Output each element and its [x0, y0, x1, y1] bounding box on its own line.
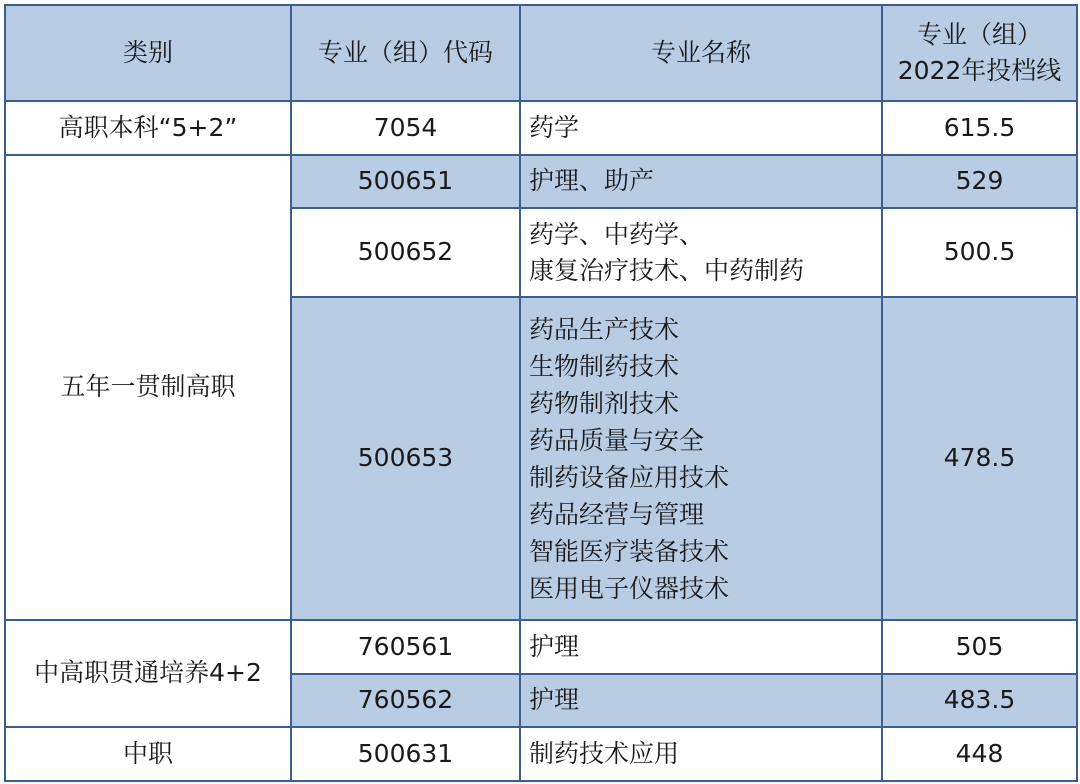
header-score	[882, 5, 1077, 101]
header-category: 类别	[5, 5, 291, 101]
major-name-line: 制药技术应用	[529, 738, 680, 768]
major-name-cell	[520, 208, 882, 297]
major-name-line: 护理、助产	[529, 166, 655, 196]
major-name-line: 药品经营与管理	[529, 499, 705, 529]
major-name-line: 护理	[529, 631, 580, 661]
major-name-line: 护理	[529, 685, 580, 715]
major-name-cell	[520, 674, 882, 727]
category-cell-benke: 高职本科“5+2”	[5, 101, 291, 155]
category-cell-zhongzhi: 中职	[5, 727, 291, 781]
score-cell: 478.5	[882, 297, 1077, 620]
score-cell: 615.5	[882, 101, 1077, 155]
header-row	[5, 5, 1077, 101]
header-score-line1: 专业（组）	[916, 19, 1042, 49]
major-name-line: 医用电子仪器技术	[529, 573, 730, 603]
major-name-line: 药品生产技术	[529, 314, 680, 344]
major-name-line: 制药设备应用技术	[529, 462, 730, 492]
major-name-line: 智能医疗装备技术	[529, 536, 730, 566]
header-code: 专业（组）代码	[291, 5, 520, 101]
code-cell: 500651	[291, 155, 520, 208]
code-cell: 760562	[291, 674, 520, 727]
admission-score-table	[4, 4, 1078, 782]
major-name-line: 药品质量与安全	[529, 425, 705, 455]
score-cell: 483.5	[882, 674, 1077, 727]
category-cell-wunian: 五年一贯制高职	[5, 155, 291, 620]
major-name-cell	[520, 727, 882, 781]
score-cell: 505	[882, 620, 1077, 674]
table-row	[5, 620, 1077, 674]
major-name-cell	[520, 297, 882, 620]
major-name-cell	[520, 155, 882, 208]
table-row	[5, 727, 1077, 781]
table-row	[5, 155, 1077, 208]
major-name-line: 药学、中药学、	[529, 219, 705, 249]
code-cell: 760561	[291, 620, 520, 674]
major-name-line: 药学	[529, 112, 580, 142]
code-cell: 500631	[291, 727, 520, 781]
score-cell: 529	[882, 155, 1077, 208]
header-name: 专业名称	[520, 5, 882, 101]
major-name-line: 康复治疗技术、中药制药	[529, 255, 805, 285]
code-cell: 7054	[291, 101, 520, 155]
major-name-cell	[520, 101, 882, 155]
score-cell: 500.5	[882, 208, 1077, 297]
table-row	[5, 101, 1077, 155]
major-name-cell	[520, 620, 882, 674]
category-cell-zhonggao: 中高职贯通培养4+2	[5, 620, 291, 727]
score-cell: 448	[882, 727, 1077, 781]
header-score-line2: 2022年投档线	[897, 56, 1062, 85]
code-cell: 500652	[291, 208, 520, 297]
major-name-line: 药物制剂技术	[529, 388, 680, 418]
code-cell: 500653	[291, 297, 520, 620]
major-name-line: 生物制药技术	[529, 351, 680, 381]
